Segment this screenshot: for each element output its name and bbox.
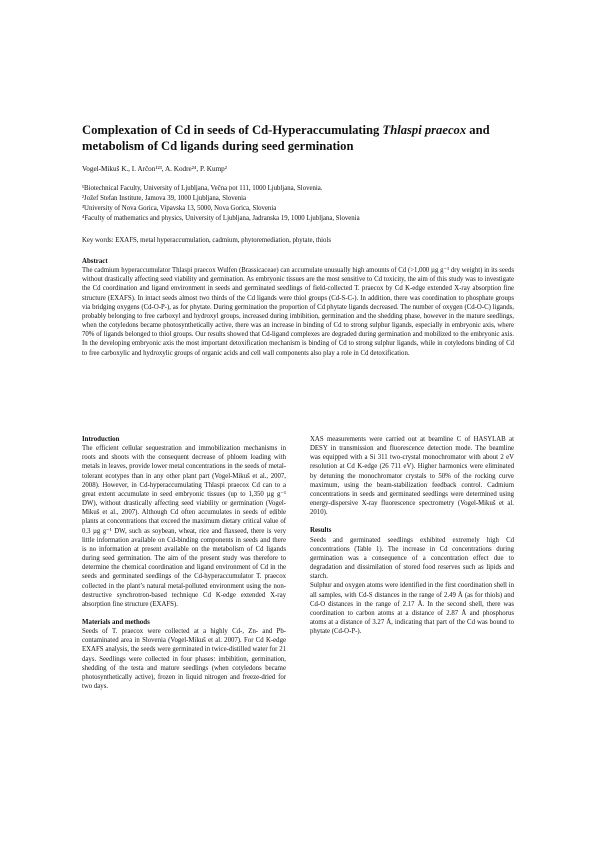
keywords: Key words: EXAFS, metal hyperaccumulation, cadmium, phytoremediation, phytate, thiols [82,237,331,244]
paper-title [82,122,522,154]
results-text-2: Sulphur and oxygen atoms were identified in the first coordination shell in all samples, with Cd-S distances in the range of 2.49 Å (as for thiols) and Cd-O distances in the range of 2.17 Å. In the second shell, there was coordination to carbon atoms at a distance of 2.87 Å and phosphorus atoms at a distance of 3.27 Å, indicating that part of the Cd was bound to phytate (Cd-O-P-). [310,582,514,636]
title-part2: and metabolism of Cd ligands during seed germination [82,123,490,153]
affiliation-1: ¹Biotechnical Faculty, University of Ljubljana, Večna pot 111, 1000 Ljubljana, Slovenia. [82,185,323,192]
intro-heading: Introduction [82,436,120,443]
methods-text-1: Seeds of T. praecox were collected at a highly Cd-, Zn- and Pb-contaminated area in Slovenia (Vogel-Mikuš et al. 2007). For Cd K-edge EXAFS analysis, the seeds were germinated in twice-distilled water for 21 days. Seedlings were collected in four phases: imbibition, germination, shedding of the testa and mature seedlings (when cotyledons became photosynthetically active), frozen in liquid nitrogen and freeze-dried for two days. [82,628,286,691]
title-species: Thlaspi praecox [382,123,467,137]
methods-heading: Materials and methods [82,618,150,626]
author-list: Vogel-Mikuš K., I. Arčon¹²³, A. Kodre²⁴, P. Kump² [82,165,227,173]
methods-text-2: XAS measurements were carried out at beamline C of HASYLAB at DESY in transmission and fluorescence detection mode. The beamline was equipped with a Si 311 two-crystal monochromator with about 2 eV resolution at Cd K-edge (26 711 eV). Higher harmonics were eliminated by detuning the monochromator crystals to 50% of the rocking curve maximum, using the beam-stabilization feedback control. Cadmium concentrations in seeds and germinated seedlings were determined using energy-dispersive X-ray fluorescence spectrometry (Vogel-Mikuš et al. 2010). [310,436,514,517]
abstract-heading: Abstract [82,258,108,265]
affiliation-list [82,184,522,224]
intro-text: The efficient cellular sequestration and immobilization mechanisms in roots and shoots with the consequent decrease of phloem loading with metals in leaves, provide lower metal concentrations in the seeds of metal-tolerant ecotypes than in any other plant part (Vogel-Mikuš et al., 2007, 2008). However, in Cd-hyperaccumulating Thlaspi praecox Cd can to a great extent accumulate in seed embryonic tissues (up to 1,350 µg g⁻¹ DW), without drastically affecting seed viability or germination (Vogel-Mikuš et al., 2007). Although Cd often accumulates in seeds of edible plants at concentrations that exceed the maximum dietary critical value of 0.3 µg g⁻¹ DW, such as soybean, wheat, rice and flaxseed, there is very little information available on Cd-binding components in seeds and there is no information at present available on the metabolism of Cd ligands during seed germination. The aim of the present study was therefore to determine the chemical coordination and ligand environment of Cd in the seeds and germinated seedlings of the Cd-hyperaccumulator T. praecox collected in the plant’s natural metal-polluted environment using the non-destructive synchrotron-based technique Cd K-edge extended X-ray absorption fine structure (EXAFS). [82,445,286,608]
results-text-1: Seeds and germinated seedlings exhibited extremely high Cd concentrations (Table 1). The increase in Cd concentrations during germination was a consequence of a concentration effect due to degradation and dissimilation of stored food reserves such as lipids and starch. [310,536,514,581]
abstract-section [82,257,514,358]
abstract-text: The cadmium hyperaccumulator Thlaspi praecox Wulfen (Brassicaceae) can accumulate unusually high amounts of Cd (>1,000 µg g⁻¹ dry weight) in its seeds without drastically affecting seed viability and germination. As embryonic tissues are the most sensitive to Cd toxicity, the aim of this study was to investigate the Cd coordination and ligand environment in seeds and germinated seedlings of field-collected T. praecox by Cd K-edge extended X-ray absorption fine structure (EXAFS). In intact seeds almost two thirds of the Cd ligands were thiol groups (Cd-S-C-). In addition, there was coordination to phosphate groups via bridging oxygens (Cd-O-P-), as for phytate. During germination the proportion of Cd phytate ligands decreased. The number of oxygen (Cd-O-C) ligands, probably belonging to free carboxyl and hydroxyl groups, increased during imbibition, germination and the shedding phase, however in the mature seedlings, when the cotyledons became photosynthetically active, there was an increase in binding of Cd to strong sulphur ligands, especially in embryonic axis, where 70% of ligands belonged to thiol groups. Our results showed that Cd-ligand complexes are degraded during germination and mobilized to the embryonic axis. In the developing embryonic axis the most important detoxification mechanism is binding of Cd to strong sulphur ligands, while in cotyledons binding of Cd to free carboxylic and hydroxylic groups of organic acids and cell wall components also play a role in Cd detoxification. [82,267,514,357]
title-part1: Complexation of Cd in seeds of Cd-Hyperaccumulating [82,123,383,137]
results-heading: Results [310,527,332,535]
affiliation-4: ⁴Faculty of mathematics and physics, University of Ljubljana, Jadranska 19, 1000 Ljubljana, Slovenia [82,215,360,222]
affiliation-2: ²Jožef Stefan Institute, Jamova 39, 1000 Ljubljana, Slovenia [82,195,246,202]
right-column [310,435,514,636]
left-column [82,435,286,691]
affiliation-3: ³University of Nova Gorica, Vipavska 13, 5000, Nova Gorica, Slovenia [82,205,277,212]
